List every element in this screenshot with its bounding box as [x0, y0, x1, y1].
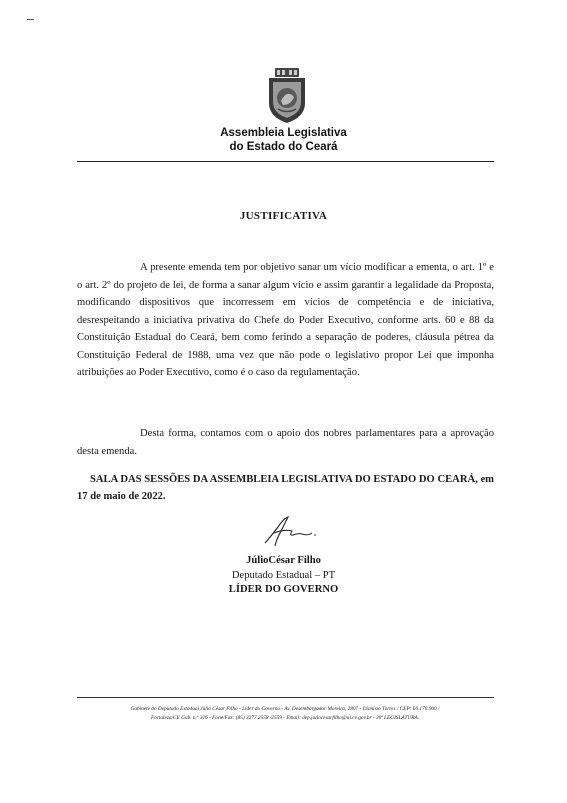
- header-divider: [77, 161, 494, 162]
- institution-name-line2: do Estado do Ceará: [229, 141, 338, 153]
- session-closing: SALA DAS SESSÕES DA ASSEMBLEIA LEGISLATIVA DO ESTADO DO CEARÁ, em 17 de maio de 2022.: [77, 474, 494, 502]
- signatory-title: LÍDER DO GOVERNO: [228, 584, 339, 595]
- footer-divider: [77, 697, 494, 698]
- signatory-role: Deputado Estadual – PT: [231, 570, 336, 581]
- handwritten-signature: [262, 513, 318, 549]
- footer-address-line1: Gabinete do Deputado Estadual Júlio César Filho - Líder do Governo - Av. Desembargador Moreira, 2807 - Dionísio Torres / CEP: 60.170.900 /: [130, 706, 440, 712]
- scan-mark: [27, 19, 34, 20]
- institution-name-line1: Assembleia Legislativa: [220, 127, 347, 139]
- justification-paragraph: A presente emenda tem por objetivo sanar um vício modificar a ementa, o art. 1º e o art. 2º do projeto de lei, de forma a sanar algum vício e assim garantir a legalidade da Proposta, modificando dispositivos que incorressem em vícios de competência e de iniciativa, desrespeitando a iniciativa privativa do Chefe do Poder Executivo, conforme arts. 60 e 88 da Constituição Estadual do Ceará, bem como ferindo a separação de poderes, cláusula pétrea da Constituição Federal de 1988, uma vez que não pode o legislativo propor Lei que imponha atribuições ao Poder Executivo, como é o caso da regulamentação.: [77, 262, 494, 378]
- footer-address-line2: Fortaleza/CE Gab. n.º 316 - Fone/Fax: (85) 3277.2558 /2559 - Email: dep.juliocesarfilho@al.ce.gov.br - 30ª LEGISLATURA.: [150, 715, 420, 721]
- signatory-name: JúlioCésar Filho: [246, 555, 321, 566]
- support-request-paragraph: Desta forma, contamos com o apoio dos nobres parlamentares para a aprovação desta emenda.: [77, 428, 494, 457]
- document-heading: JUSTIFICATIVA: [239, 210, 328, 222]
- state-coat-of-arms-icon: [266, 67, 308, 125]
